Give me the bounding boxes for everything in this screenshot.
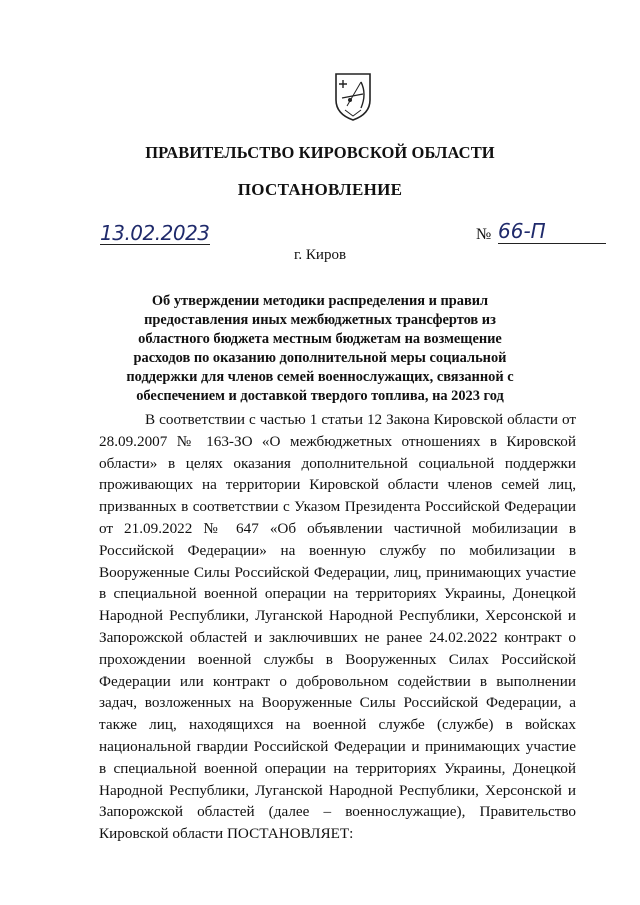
document-title: Об утверждении методики распределения и правил предоставления иных межбюджетных трансфертов из областного бюджета местным бюджетам на возмещение расходов по оказанию дополнительной меры социальной поддержки для членов семей военнослужащих, связанной с обеспечением и доставкой твердого топлива, на 2023 год	[126, 293, 514, 404]
document-number: 66-П	[498, 221, 606, 244]
document-type: ПОСТАНОВЛЕНИЕ	[237, 180, 403, 199]
document-date: 13.02.2023	[100, 221, 210, 245]
city: г. Киров	[293, 247, 347, 263]
kirov-oblast-coat-of-arms-icon	[333, 70, 373, 122]
body-paragraph: В соответствии с частью 1 статьи 12 Закона Кировской области от 28.09.2007 № 163-ЗО «О межбюджетных отношениях в Кировской области» в целях оказания дополнительной социальной поддержки проживающих на территории Кировской области членов семей лиц, призванных в соответствии с Указом Президента Российской Федерации от 21.09.2022 № 647 «Об объявлении частичной мобилизации в Российской Федерации» на военную службу по мобилизации в Вооруженные Силы Российской Федерации, лиц, принимающих участие в специальной военной операции на территориях Украины, Донецкой Народной Республики, Луганской Народной Республики, Херсонской и Запорожской областей и заключивших не ранее 24.02.2022 контракт о прохождении военной службы в Вооруженных Силах Российской Федерации или контракт о добровольном содействии в выполнении задач, возложенных на Вооруженные Силы Российской Федерации, а также лиц, находящихся на военной службе (службе) в войсках национальной гвардии Российской Федерации и принимающих участие в специальной военной операции на территориях Украины, Донецкой Народной Республики, Луганской Народной Республики, Херсонской и Запорожской областей (далее – военнослужащие), Правительство Кировской области ПОСТАНОВЛЯЕТ:	[99, 411, 576, 843]
organization-name: ПРАВИТЕЛЬСТВО КИРОВСКОЙ ОБЛАСТИ	[145, 143, 495, 162]
number-sign: №	[476, 226, 492, 243]
